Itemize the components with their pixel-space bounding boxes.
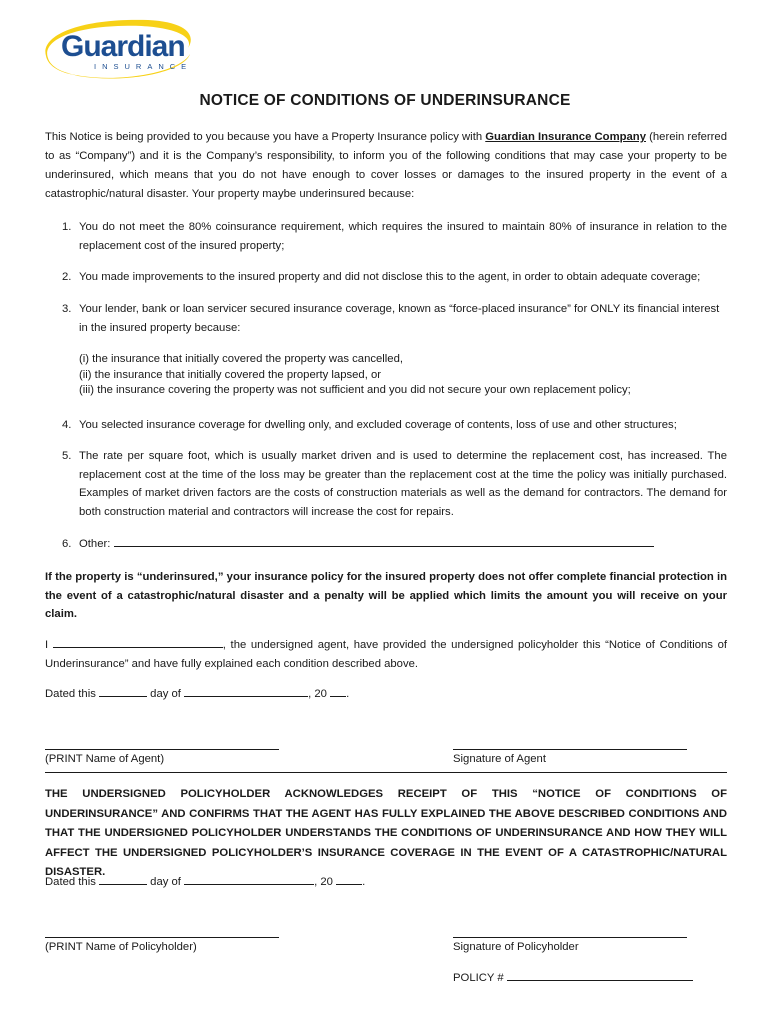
condition-item-5 [62,447,727,521]
year-blank[interactable] [330,695,346,697]
item-number: 6. [62,538,72,550]
dated-end: . [362,876,366,888]
dated-label: Dated this [45,876,96,888]
agent-statement-prefix: I [45,639,49,651]
policy-number-blank[interactable] [507,979,693,981]
agent-name-blank[interactable] [53,646,223,648]
logo-brand-text: Guardian [61,30,185,63]
year-prefix: , 20 [308,688,327,700]
sub-item: (ii) the insurance that initially covered the property lapsed, or [79,368,382,381]
policy-number-label: POLICY # [453,972,504,984]
item-number: 3. [62,303,72,315]
sub-item: (i) the insurance that initially covered the property was cancelled, [79,353,404,365]
section-divider [45,772,727,773]
company-name: Guardian Insurance Company [485,131,646,143]
condition-item-1 [62,218,727,255]
sub-item: (iii) the insurance covering the property was not sufficient and you did not secure your own replacement policy; [79,384,631,396]
item-number: 2. [62,271,72,283]
year-blank[interactable] [336,883,362,885]
item-text: You selected insurance coverage for dwelling only, and excluded coverage of contents, loss of use and other structures; [79,419,677,431]
intro-before: This Notice is being provided to you because you have a Property Insurance policy with [45,131,486,143]
item-text: You made improvements to the insured property and did not disclose this to the agent, in order to obtain adequate coverage; [79,271,701,283]
policyholder-signature-line[interactable] [453,937,687,938]
policyholder-signature-label: Signature of Policyholder [453,941,579,953]
agent-dated-line [45,688,349,700]
sub-conditions [79,352,727,399]
policy-number-field [453,972,693,984]
day-of-label: day of [150,876,181,888]
item-number: 5. [62,450,72,462]
day-of-label: day of [150,688,181,700]
policyholder-print-name-label: (PRINT Name of Policyholder) [45,941,197,953]
item-text: Other: [79,538,111,550]
other-blank-line[interactable] [114,545,654,547]
agent-print-name-label: (PRINT Name of Agent) [45,753,165,765]
item-text: Your lender, bank or loan servicer secured insurance coverage, known as “force-placed insurance” for ONLY its financial interest in the insured property because: [79,303,720,334]
condition-item-2 [62,268,727,287]
policyholder-acknowledgement: THE UNDERSIGNED POLICYHOLDER ACKNOWLEDGES RECEIPT OF THIS “NOTICE OF CONDITIONS OF UNDERINSURANCE” AND CONFIRMS THAT THE AGENT HAS FULLY EXPLAINED THE ABOVE DESCRIBED CONDITIONS AND THAT THE UNDERSIGNED POLICYHOLDER UNDERSTANDS THE CONDITIONS OF UNDERINSURANCE AND HOW THEY WILL AFFECT THE UNDERSIGNED POLICYHOLDER’S INSURANCE COVERAGE IN THE EVENT OF A CATASTROPHIC/NATURAL DISASTER. [45,788,727,878]
month-blank[interactable] [184,883,314,885]
policyholder-print-name-line[interactable] [45,937,279,938]
item-number: 1. [62,221,72,233]
page-title: NOTICE OF CONDITIONS OF UNDERINSURANCE [199,92,571,109]
month-blank[interactable] [184,695,308,697]
dated-end: . [346,688,350,700]
intro-paragraph [45,128,727,204]
guardian-insurance-logo [38,14,198,84]
agent-statement-text: , the undersigned agent, have provided the undersigned policyholder this “Notice of Conditions of Underinsurance” and have fully explained each condition described above. [45,639,728,670]
item-number: 4. [62,419,72,431]
logo-sub-text: INSURANCE [94,62,193,71]
item-text: The rate per square foot, which is usually market driven and is used to determine the replacement cost, has increased. The replacement cost at the time of the loss may be greater than the replacement cost at the time the policy was initially purchased. Examples of market driven factors are the costs of construction materials as well as the demand for contractors. The demand for both construction material and contractors will increase the cost for repairs. [79,450,727,518]
policyholder-dated-line [45,876,365,888]
year-prefix: , 20 [314,876,333,888]
intro-after: (herein referred to as “Company”) and it is the Company’s responsibility, to inform you of the following conditions that may case your property to be underinsured, which means that you do not have enough to cover losses or damages to the insured property in the event of a catastrophic/natural disaster. Your property maybe underinsured because: [45,131,727,200]
dated-label: Dated this [45,688,96,700]
agent-signature-line[interactable] [453,749,687,750]
agent-signature-label: Signature of Agent [453,753,546,765]
condition-item-6 [62,535,727,554]
agent-statement [45,636,727,674]
condition-item-4 [62,416,727,435]
day-blank[interactable] [99,883,147,885]
day-blank[interactable] [99,695,147,697]
item-text: You do not meet the 80% coinsurance requirement, which requires the insured to maintain 80% of insurance in relation to the replacement cost of the insured property; [79,221,727,252]
underinsured-warning: If the property is “underinsured,” your insurance policy for the insured property does not offer complete financial protection in the event of a catastrophic/natural disaster and a penalty will be applied which limits the amount you will receive on your claim. [45,571,727,620]
agent-print-name-line[interactable] [45,749,279,750]
condition-item-3 [62,300,727,337]
